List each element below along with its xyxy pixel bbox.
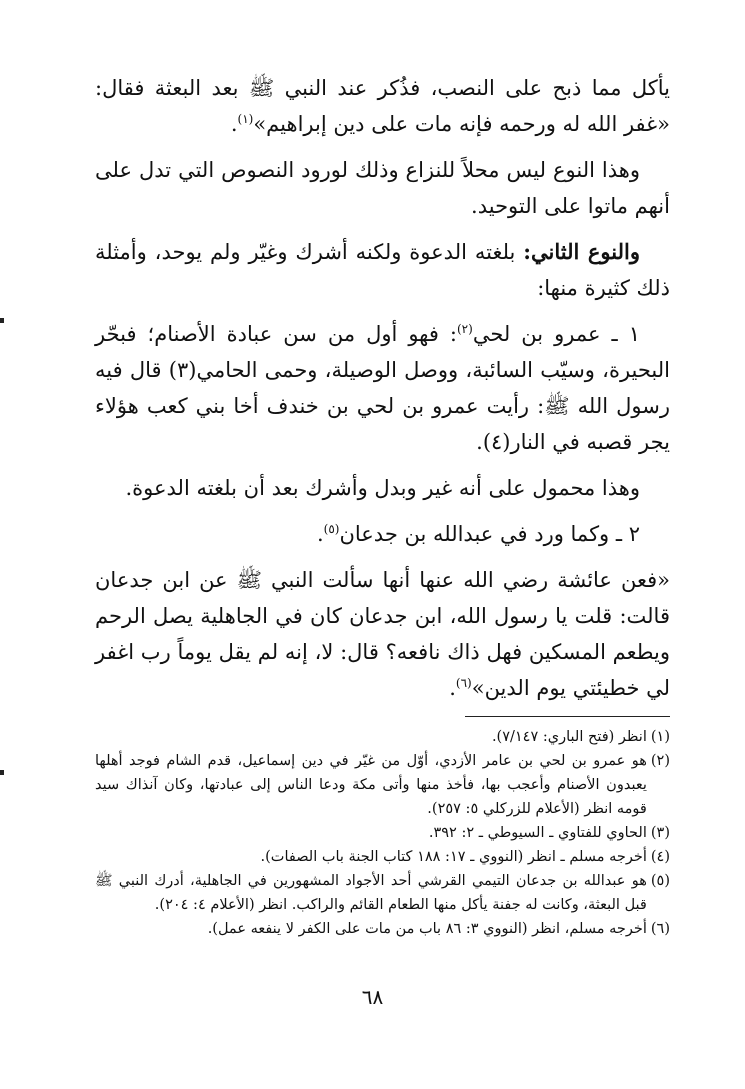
paragraph-text: «فعن عائشة رضي الله عنها أنها سألت النبي ﷺ عن ابن جدعان قالت: قلت يا رسول الله، ابن جدعان كان في الجاهلية يصل الرحم ويطعم المسكين فهل ذاك نافعه؟ قال: لا، إنه لم يقل يوماً رب اغفر لي خطيئتي يوم الدين» [95,568,670,700]
paragraph-4 [95,316,670,460]
paragraph-text: ٢ ـ وكما ورد في عبدالله بن جدعان [339,522,640,546]
paragraph-text: ١ ـ عمرو بن لحي [472,322,640,346]
paragraph-tail: . [316,522,324,546]
footnote-ref[interactable]: (٦) [455,676,472,690]
paragraph-text: يأكل مما ذبح على النصب، فذُكر عند النبي ﷺ بعد البعثة فقال: «غفر الله له ورحمه فإنه مات على دين إبراهيم» [95,76,670,136]
paragraph-text: وهذا النوع ليس محلاً للنزاع وذلك لورود النصوص التي تدل على أنهم ماتوا على التوحيد. [95,158,670,218]
footnote-ref[interactable]: (٥) [323,522,340,536]
footnote-6 [95,917,670,941]
footnote-number: (٢) [650,753,670,769]
footnote-text: انظر (فتح الباري: ٧/١٤٧). [491,729,647,745]
footnote-4 [95,845,670,869]
page-body [95,70,670,941]
footnote-ref[interactable]: (١) [237,112,254,126]
footnote-number: (٥) [650,873,670,889]
footnote-2 [95,749,670,821]
footnote-ref[interactable]: (٢) [456,322,473,336]
margin-mark [0,770,4,775]
footnote-number: (٤) [650,849,670,865]
footnote-text: الحاوي للفتاوي ـ السيوطي ـ ٢: ٣٩٢. [428,825,647,841]
paragraph-tail: . [230,112,238,136]
footnote-number: (١) [650,729,670,745]
paragraph-tail: : فهو أول من سن عبادة الأصنام؛ فبحّر البحيرة، وسيّب السائبة، ووصل الوصيلة، وحمى الحامي(٣) قال فيه رسول الله ﷺ: رأيت عمرو بن لحي بن خندف أخا بني كعب هؤلاء يجر قصبه في النار(٤). [95,322,670,454]
footnotes [95,725,670,941]
page-number: ٦٨ [361,985,384,1009]
footnote-5 [95,869,670,917]
margin-mark [0,318,4,323]
footnote-divider [465,716,670,717]
paragraph-2 [95,152,670,224]
paragraph-tail: . [449,676,456,700]
footnote-number: (٣) [650,825,670,841]
paragraph-5 [95,470,670,506]
paragraph-6 [95,516,670,552]
footnote-text: أخرجه مسلم، انظر (النووي ٣: ٨٦ باب من مات على الكفر لا ينفعه عمل). [207,921,647,937]
footnote-text: هو عمرو بن لحي بن عامر الأزدي، أوّل من غيّر في دين إسماعيل، قدم الشام فوجد أهلها يعبدون الأصنام وأعجب بها، فأخذ منها وأتى مكة ودعا الناس إلى عبادتها، وكان آنذاك سيد قومه انظر (الأعلام للزركلي ٥: ٢٥٧). [95,753,647,817]
footnote-3 [95,821,670,845]
footnote-text: هو عبدالله بن جدعان التيمي القرشي أحد الأجواد المشهورين في الجاهلية، أدرك النبي ﷺ قبل البعثة، وكانت له جفنة يأكل منها الطعام القائم والراكب. انظر (الأعلام ٤: ٢٠٤). [95,873,647,913]
paragraph-text: بلغته الدعوة ولكنه أشرك وغيّر ولم يوحد، وأمثلة ذلك كثيرة منها: [95,240,670,300]
footnote-number: (٦) [650,921,670,937]
footnote-1 [95,725,670,749]
paragraph-3 [95,234,670,306]
paragraph-1 [95,70,670,142]
paragraph-7 [95,562,670,706]
paragraph-lead: والنوع الثاني: [523,239,640,264]
paragraph-text: وهذا محمول على أنه غير وبدل وأشرك بعد أن بلغته الدعوة. [125,476,640,500]
footnote-text: أخرجه مسلم ـ انظر (النووي ـ ١٧: ١٨٨ كتاب الجنة باب الصفات). [260,849,647,865]
